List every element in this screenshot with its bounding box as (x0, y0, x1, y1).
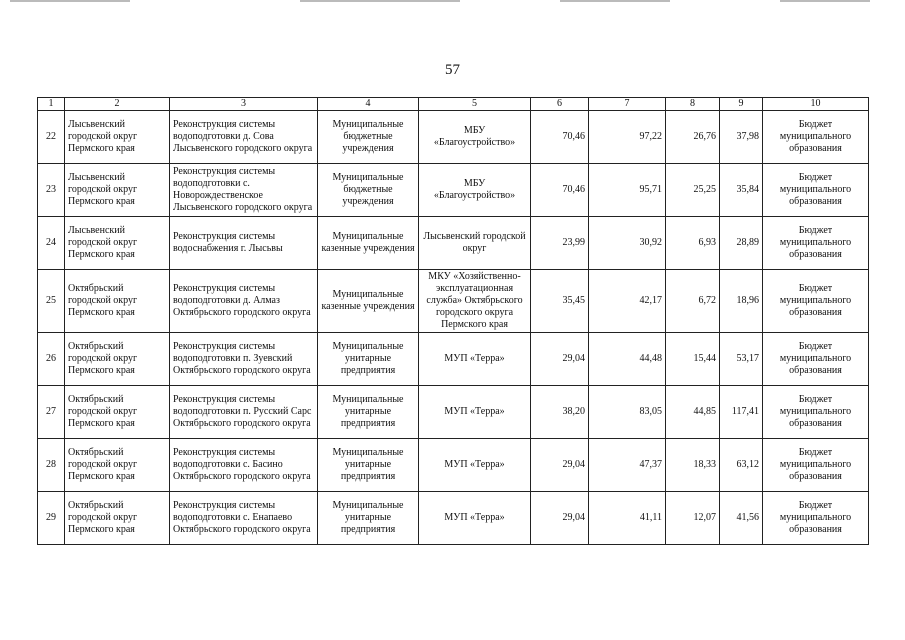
header-cell: 10 (763, 98, 869, 111)
row-number-cell: 29 (38, 492, 65, 545)
project-cell: Реконструкция системы водоподготовки с. Енапаево Октябрьского городского округа (170, 492, 318, 545)
value-cell-9: 37,98 (720, 111, 763, 164)
value-cell-9: 53,17 (720, 333, 763, 386)
district-cell: Лысьвенский городской округ Пермского края (65, 111, 170, 164)
row-number-cell: 28 (38, 439, 65, 492)
header-cell: 6 (531, 98, 589, 111)
row-number-cell: 22 (38, 111, 65, 164)
page-number: 57 (445, 62, 460, 78)
district-cell: Октябрьский городской округ Пермского края (65, 333, 170, 386)
customer-cell: МУП «Терра» (419, 333, 531, 386)
value-cell-6: 70,46 (531, 164, 589, 217)
customer-cell: МУП «Терра» (419, 386, 531, 439)
header-cell: 9 (720, 98, 763, 111)
scan-edge-line (560, 0, 670, 2)
row-number-cell: 23 (38, 164, 65, 217)
value-cell-8: 26,76 (666, 111, 720, 164)
value-cell-7: 47,37 (589, 439, 666, 492)
value-cell-9: 28,89 (720, 217, 763, 270)
institution-type-cell: Муниципальные унитарные предприятия (318, 386, 419, 439)
scan-edge-line (300, 0, 460, 2)
district-cell: Октябрьский городской округ Пермского края (65, 492, 170, 545)
table-row (38, 386, 869, 439)
value-cell-7: 42,17 (589, 270, 666, 333)
institution-type-cell: Муниципальные бюджетные учреждения (318, 164, 419, 217)
funding-source-cell: Бюджет муниципального образования (763, 217, 869, 270)
project-cell: Реконструкция системы водоподготовки с. Новорождественское Лысьвенского городского округа (170, 164, 318, 217)
value-cell-9: 18,96 (720, 270, 763, 333)
value-cell-8: 12,07 (666, 492, 720, 545)
value-cell-6: 29,04 (531, 492, 589, 545)
value-cell-9: 41,56 (720, 492, 763, 545)
institution-type-cell: Муниципальные унитарные предприятия (318, 492, 419, 545)
scan-edge-line (10, 0, 130, 2)
scan-edge-line (780, 0, 870, 2)
funding-source-cell: Бюджет муниципального образования (763, 386, 869, 439)
funding-source-cell: Бюджет муниципального образования (763, 164, 869, 217)
customer-cell: МБУ «Благоустройство» (419, 111, 531, 164)
value-cell-7: 83,05 (589, 386, 666, 439)
header-cell: 3 (170, 98, 318, 111)
table-row (38, 111, 869, 164)
table-row (38, 333, 869, 386)
value-cell-8: 6,93 (666, 217, 720, 270)
header-row (38, 98, 869, 111)
table-row (38, 492, 869, 545)
funding-source-cell: Бюджет муниципального образования (763, 270, 869, 333)
district-cell: Октябрьский городской округ Пермского края (65, 386, 170, 439)
funding-source-cell: Бюджет муниципального образования (763, 492, 869, 545)
row-number-cell: 25 (38, 270, 65, 333)
funding-source-cell: Бюджет муниципального образования (763, 111, 869, 164)
funding-source-cell: Бюджет муниципального образования (763, 333, 869, 386)
project-cell: Реконструкция системы водоподготовки п. Зуевский Октябрьского городского округа (170, 333, 318, 386)
table-row (38, 270, 869, 333)
institution-type-cell: Муниципальные унитарные предприятия (318, 439, 419, 492)
header-cell: 5 (419, 98, 531, 111)
value-cell-7: 97,22 (589, 111, 666, 164)
funding-source-cell: Бюджет муниципального образования (763, 439, 869, 492)
table-row (38, 439, 869, 492)
project-cell: Реконструкция системы водоподготовки п. Русский Сарс Октябрьского городского округа (170, 386, 318, 439)
value-cell-6: 29,04 (531, 333, 589, 386)
value-cell-8: 15,44 (666, 333, 720, 386)
value-cell-6: 38,20 (531, 386, 589, 439)
table-row (38, 164, 869, 217)
header-cell: 4 (318, 98, 419, 111)
district-cell: Октябрьский городской округ Пермского края (65, 439, 170, 492)
project-cell: Реконструкция системы водоподготовки д. Алмаз Октябрьского городского округа (170, 270, 318, 333)
header-cell: 1 (38, 98, 65, 111)
district-cell: Лысьвенский городской округ Пермского края (65, 164, 170, 217)
customer-cell: МБУ «Благоустройство» (419, 164, 531, 217)
value-cell-6: 70,46 (531, 111, 589, 164)
institution-type-cell: Муниципальные казенные учреждения (318, 270, 419, 333)
project-cell: Реконструкция системы водоподготовки д. Сова Лысьвенского городского округа (170, 111, 318, 164)
institution-type-cell: Муниципальные унитарные предприятия (318, 333, 419, 386)
value-cell-8: 25,25 (666, 164, 720, 217)
row-number-cell: 24 (38, 217, 65, 270)
value-cell-7: 44,48 (589, 333, 666, 386)
project-cell: Реконструкция системы водоснабжения г. Лысьвы (170, 217, 318, 270)
district-cell: Лысьвенский городской округ Пермского края (65, 217, 170, 270)
value-cell-9: 35,84 (720, 164, 763, 217)
institution-type-cell: Муниципальные казенные учреждения (318, 217, 419, 270)
value-cell-6: 29,04 (531, 439, 589, 492)
projects-table (37, 97, 869, 545)
value-cell-6: 23,99 (531, 217, 589, 270)
header-cell: 2 (65, 98, 170, 111)
header-cell: 7 (589, 98, 666, 111)
value-cell-7: 95,71 (589, 164, 666, 217)
value-cell-9: 117,41 (720, 386, 763, 439)
value-cell-7: 41,11 (589, 492, 666, 545)
table-row (38, 217, 869, 270)
value-cell-7: 30,92 (589, 217, 666, 270)
project-cell: Реконструкция системы водоподготовки с. Басино Октябрьского городского округа (170, 439, 318, 492)
row-number-cell: 27 (38, 386, 65, 439)
customer-cell: МКУ «Хозяйственно-эксплуатационная служба» Октябрьского городского округа Пермского края (419, 270, 531, 333)
value-cell-6: 35,45 (531, 270, 589, 333)
customer-cell: МУП «Терра» (419, 492, 531, 545)
customer-cell: МУП «Терра» (419, 439, 531, 492)
row-number-cell: 26 (38, 333, 65, 386)
value-cell-8: 6,72 (666, 270, 720, 333)
value-cell-8: 44,85 (666, 386, 720, 439)
district-cell: Октябрьский городской округ Пермского края (65, 270, 170, 333)
value-cell-8: 18,33 (666, 439, 720, 492)
institution-type-cell: Муниципальные бюджетные учреждения (318, 111, 419, 164)
customer-cell: Лысьвенский городской округ (419, 217, 531, 270)
value-cell-9: 63,12 (720, 439, 763, 492)
header-cell: 8 (666, 98, 720, 111)
